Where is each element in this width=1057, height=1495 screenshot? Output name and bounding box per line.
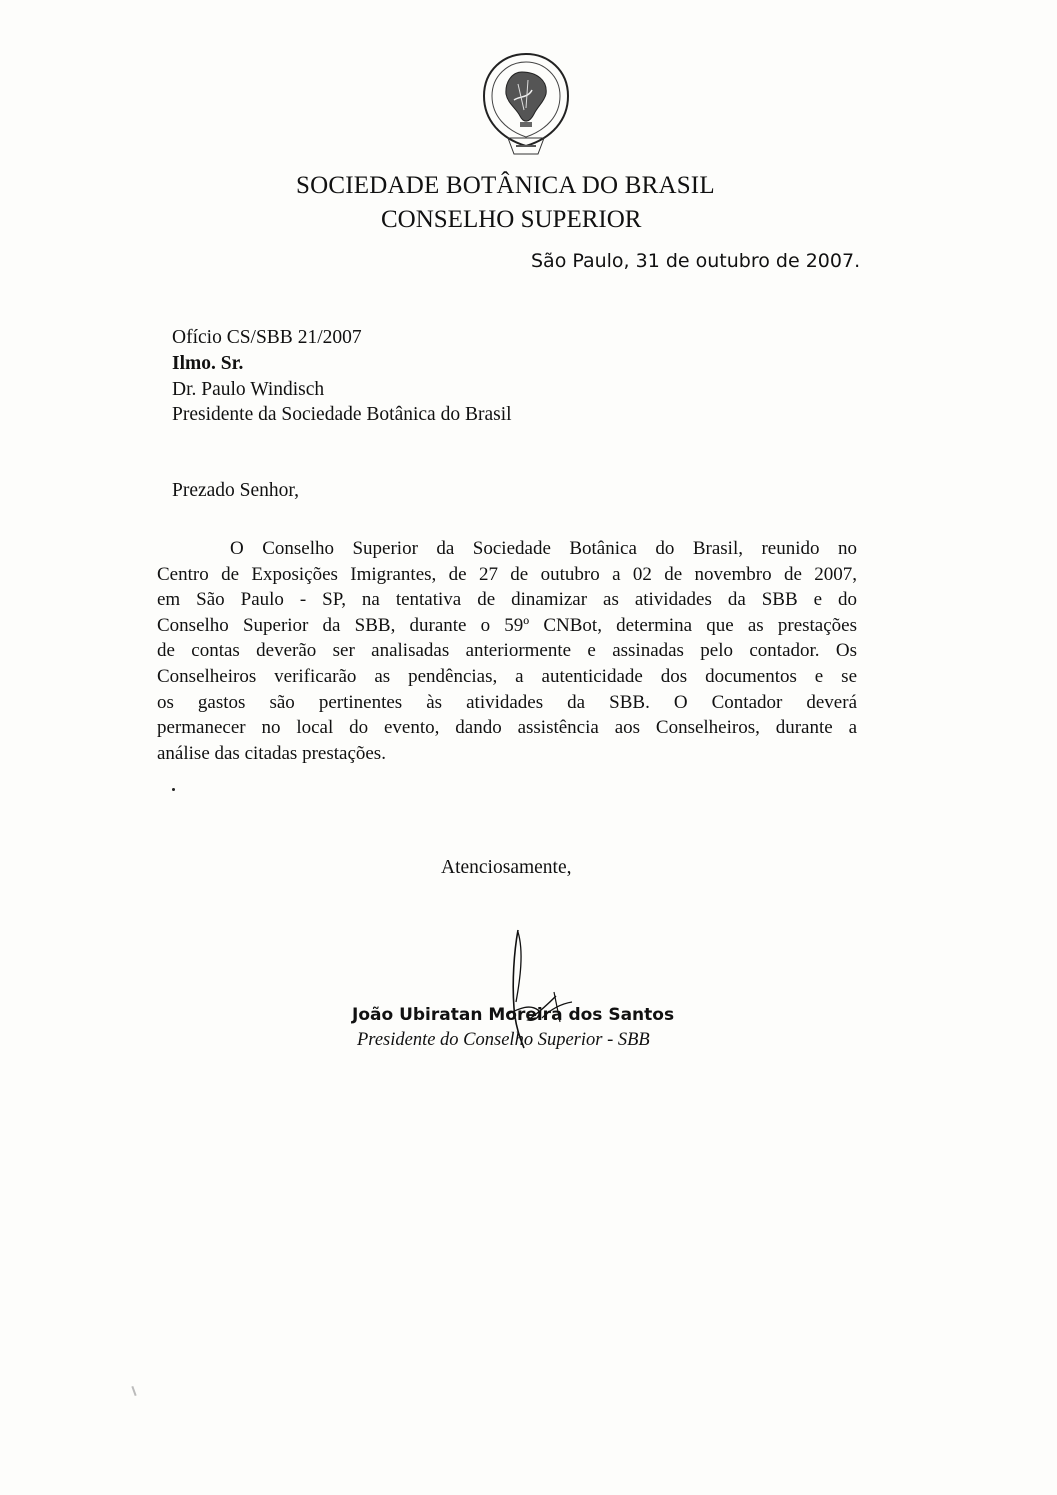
closing: Atenciosamente, [441,857,572,878]
honorific: Ilmo. Sr. [172,353,244,374]
scan-mark [131,1386,136,1396]
body-line: permanecer no local do evento, dando assistência aos Conselheiros, durante a [157,717,857,739]
body-line: Conselheiros verificarão as pendências, a autenticidade dos documentos e se [157,665,857,687]
council-name: CONSELHO SUPERIOR [381,206,642,233]
body-line: O Conselho Superior da Sociedade Botânica do Brasil, reunido no [230,538,857,559]
body-line: Centro de Exposições Imigrantes, de 27 de outubro a 02 de novembro de 2007, [157,563,857,585]
body-line: os gastos são pertinentes às atividades da SBB. O Contador deverá [157,691,857,713]
recipient-name: Dr. Paulo Windisch [172,379,325,400]
organization-name: SOCIEDADE BOTÂNICA DO BRASIL [296,172,715,199]
body-line: em São Paulo - SP, na tentativa de dinamizar as atividades da SBB e do [157,589,857,611]
signer-title: Presidente do Conselho Superior - SBB [357,1030,650,1050]
signer-name: João Ubiratan Moreira dos Santos [352,1005,675,1025]
letter-body [157,536,857,766]
recipient-title: Presidente da Sociedade Botânica do Brasil [172,404,512,425]
body-line: de contas deverão ser analisadas anteriormente e assinadas pelo contador. Os [157,640,857,662]
stray-mark [172,788,175,791]
body-line: análise das citadas prestações. [157,742,386,764]
society-seal-logo [478,50,574,162]
salutation: Prezado Senhor, [172,480,300,501]
letter-date: São Paulo, 31 de outubro de 2007. [531,250,861,272]
reference-number: Ofício CS/SBB 21/2007 [172,327,362,348]
body-line: Conselho Superior da SBB, durante o 59º CNBot, determina que as prestações [157,614,857,636]
